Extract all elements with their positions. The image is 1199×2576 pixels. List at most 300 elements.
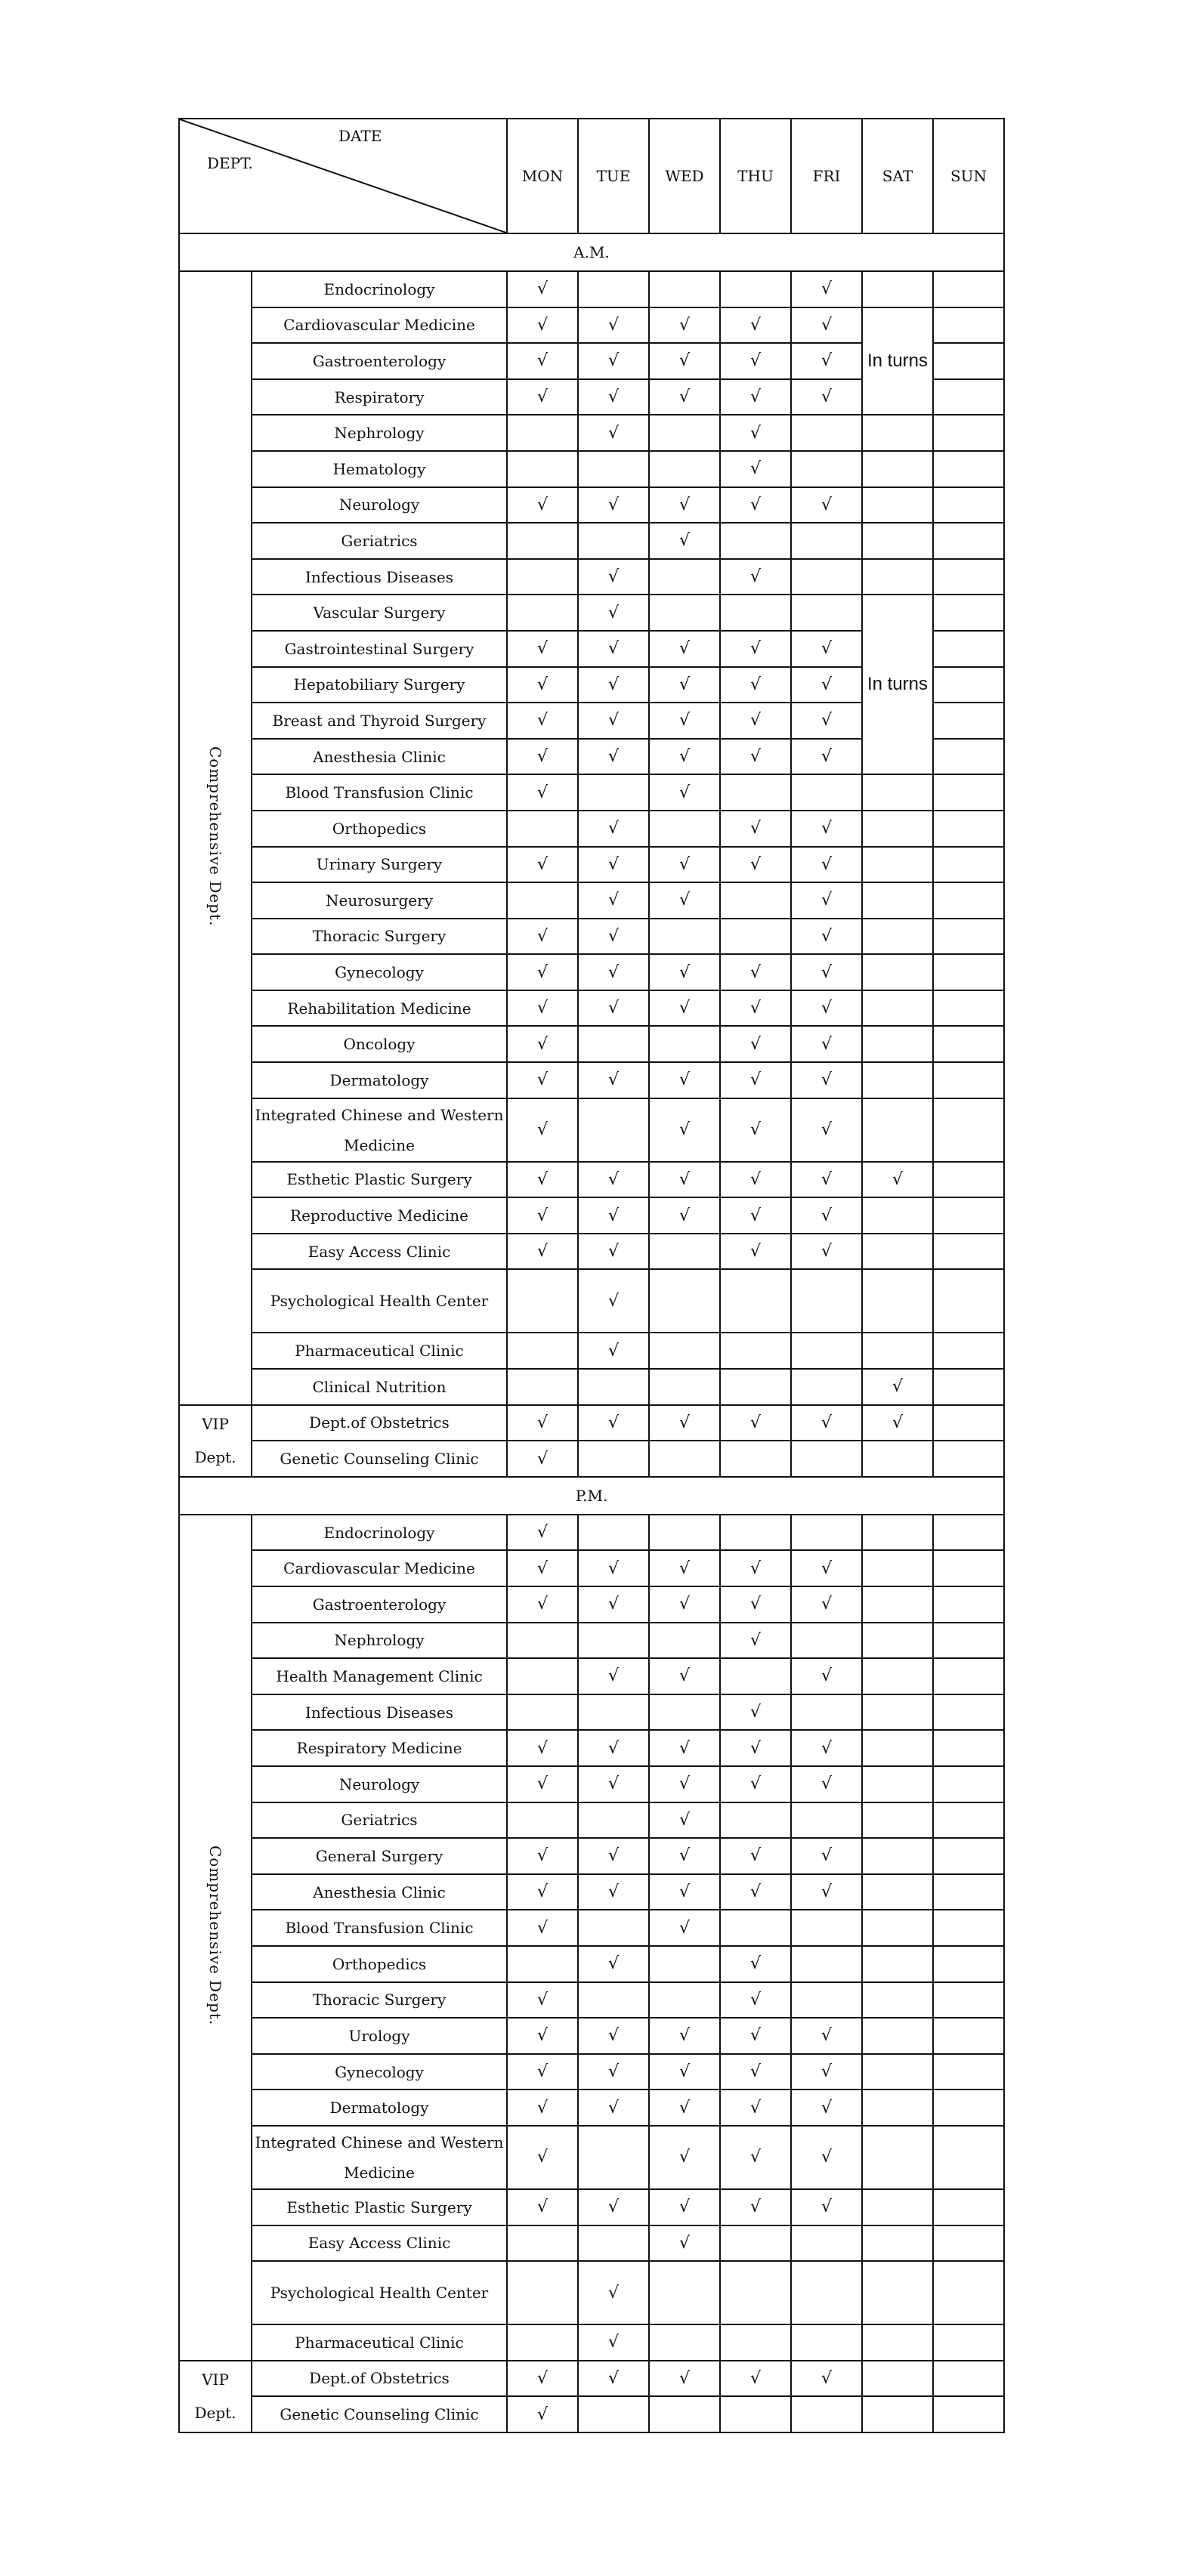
- day-cell-sat: [862, 559, 933, 595]
- day-cell-thu: [720, 2090, 791, 2126]
- dept-name-integrated-chinese-and-western-medicine: Integrated Chinese and Western Medicine: [252, 1098, 507, 1162]
- day-cell-sat: [862, 1062, 933, 1098]
- check-mark: √: [536, 1558, 549, 1578]
- day-cell-sun: [933, 631, 1004, 667]
- check-mark: √: [820, 711, 833, 730]
- day-cell-mon: [507, 1623, 578, 1659]
- table-row: [179, 1098, 1004, 1162]
- check-mark: √: [536, 675, 549, 694]
- day-cell-tue: [578, 523, 649, 559]
- dept-name-nephrology: Nephrology: [252, 1623, 507, 1659]
- comprehensive-dept-group-label: [179, 271, 252, 1405]
- table-row: [179, 1162, 1004, 1198]
- day-cell-mon: [507, 1441, 578, 1477]
- day-cell-mon: [507, 882, 578, 919]
- day-cell-sat: [862, 990, 933, 1027]
- day-cell-thu: [720, 343, 791, 379]
- day-cell-mon: [507, 1369, 578, 1405]
- check-mark: √: [678, 854, 691, 874]
- group-label-text: Comprehensive Dept.: [206, 1846, 224, 2026]
- day-cell-sun: [933, 882, 1004, 919]
- check-mark: √: [607, 423, 620, 443]
- day-cell-sat: [862, 1550, 933, 1586]
- day-cell-wed: [649, 631, 720, 667]
- check-mark: √: [536, 2148, 549, 2167]
- day-cell-wed: [649, 919, 720, 955]
- day-cell-sun: [933, 774, 1004, 811]
- day-cell-sat: [862, 1369, 933, 1405]
- check-mark: √: [820, 854, 833, 874]
- day-cell-tue: [578, 451, 649, 487]
- day-cell-fri: [791, 1098, 862, 1162]
- day-cell-wed: [649, 1658, 720, 1694]
- day-cell-mon: [507, 487, 578, 524]
- table-row: [179, 559, 1004, 595]
- day-cell-wed: [649, 1062, 720, 1098]
- day-cell-sat: [862, 811, 933, 847]
- day-cell-thu: [720, 847, 791, 883]
- day-cell-mon: [507, 271, 578, 307]
- dept-name-clinical-nutrition: Clinical Nutrition: [252, 1369, 507, 1405]
- day-cell-wed: [649, 1441, 720, 1477]
- check-mark: √: [749, 423, 762, 443]
- day-cell-wed: [649, 1623, 720, 1659]
- day-cell-tue: [578, 2261, 649, 2324]
- dept-name-endocrinology: Endocrinology: [252, 1515, 507, 1551]
- day-cell-fri: [791, 811, 862, 847]
- day-cell-wed: [649, 1515, 720, 1551]
- day-header-thu: THU: [720, 119, 791, 233]
- day-cell-fri: [791, 2090, 862, 2126]
- day-cell-fri: [791, 559, 862, 595]
- day-cell-fri: [791, 703, 862, 739]
- check-mark: √: [749, 1630, 762, 1650]
- check-mark: √: [820, 351, 833, 371]
- day-cell-fri: [791, 1515, 862, 1551]
- dept-name-psychological-health-center: Psychological Health Center: [252, 2261, 507, 2324]
- day-cell-tue: [578, 703, 649, 739]
- day-cell-thu: [720, 1946, 791, 1982]
- day-cell-fri: [791, 1162, 862, 1198]
- day-cell-tue: [578, 1694, 649, 1731]
- check-mark: √: [749, 962, 762, 982]
- day-cell-thu: [720, 2189, 791, 2225]
- date-dept-corner-cell: [179, 119, 507, 233]
- day-cell-mon: [507, 2054, 578, 2090]
- day-cell-sun: [933, 559, 1004, 595]
- check-mark: √: [820, 280, 833, 299]
- check-mark: √: [607, 1242, 620, 1262]
- day-cell-fri: [791, 847, 862, 883]
- day-cell-fri: [791, 1062, 862, 1098]
- day-cell-sat: [862, 882, 933, 919]
- check-mark: √: [678, 999, 691, 1018]
- day-cell-thu: [720, 631, 791, 667]
- check-mark: √: [678, 2198, 691, 2217]
- day-cell-sat: [862, 2126, 933, 2189]
- table-row: [179, 1369, 1004, 1405]
- dept-name-respiratory-medicine: Respiratory Medicine: [252, 1730, 507, 1766]
- day-cell-thu: [720, 1730, 791, 1766]
- day-cell-wed: [649, 703, 720, 739]
- day-cell-sun: [933, 1910, 1004, 1946]
- table-row: [179, 487, 1004, 524]
- check-mark: √: [820, 1070, 833, 1090]
- day-cell-sun: [933, 1802, 1004, 1839]
- day-cell-fri: [791, 2361, 862, 2397]
- day-cell-sat: [862, 1694, 933, 1731]
- check-mark: √: [892, 1413, 904, 1432]
- check-mark: √: [749, 1169, 762, 1189]
- check-mark: √: [678, 711, 691, 730]
- day-cell-mon: [507, 1333, 578, 1369]
- dept-name-genetic-counseling-clinic: Genetic Counseling Clinic: [252, 1441, 507, 1477]
- day-cell-sun: [933, 343, 1004, 379]
- day-cell-fri: [791, 307, 862, 344]
- check-mark: √: [678, 1558, 691, 1578]
- day-cell-tue: [578, 1910, 649, 1946]
- day-cell-wed: [649, 1550, 720, 1586]
- day-cell-mon: [507, 667, 578, 703]
- check-mark: √: [536, 854, 549, 874]
- check-mark: √: [749, 315, 762, 335]
- check-mark: √: [536, 1883, 549, 1902]
- day-cell-wed: [649, 2396, 720, 2432]
- day-cell-fri: [791, 1623, 862, 1659]
- day-cell-thu: [720, 667, 791, 703]
- day-cell-tue: [578, 2225, 649, 2262]
- day-cell-sat: [862, 1197, 933, 1234]
- check-mark: √: [820, 388, 833, 407]
- check-mark: √: [678, 2148, 691, 2167]
- day-cell-thu: [720, 1515, 791, 1551]
- day-cell-tue: [578, 2018, 649, 2054]
- check-mark: √: [536, 388, 549, 407]
- day-cell-fri: [791, 954, 862, 990]
- day-cell-thu: [720, 1269, 791, 1333]
- day-cell-sat: [862, 2361, 933, 2397]
- day-cell-sun: [933, 1550, 1004, 1586]
- check-mark: √: [749, 1990, 762, 2009]
- day-cell-thu: [720, 1405, 791, 1441]
- day-cell-mon: [507, 1982, 578, 2018]
- day-cell-tue: [578, 1369, 649, 1405]
- day-cell-sat: [862, 2261, 933, 2324]
- check-mark: √: [892, 1377, 904, 1397]
- day-cell-sun: [933, 990, 1004, 1027]
- day-cell-mon: [507, 343, 578, 379]
- dept-name-gynecology: Gynecology: [252, 954, 507, 990]
- check-mark: √: [820, 1558, 833, 1578]
- day-cell-sat: [862, 1234, 933, 1270]
- table-row: [179, 451, 1004, 487]
- day-cell-fri: [791, 2324, 862, 2361]
- day-cell-sun: [933, 1405, 1004, 1441]
- day-cell-wed: [649, 1098, 720, 1162]
- check-mark: √: [749, 675, 762, 694]
- day-cell-mon: [507, 451, 578, 487]
- day-cell-sun: [933, 2361, 1004, 2397]
- dept-name-health-management-clinic: Health Management Clinic: [252, 1658, 507, 1694]
- day-cell-mon: [507, 2396, 578, 2432]
- day-cell-sat: [862, 1269, 933, 1333]
- day-cell-sat: [862, 1162, 933, 1198]
- check-mark: √: [749, 1242, 762, 1262]
- day-cell-sun: [933, 415, 1004, 451]
- day-cell-tue: [578, 1550, 649, 1586]
- day-cell-wed: [649, 1874, 720, 1910]
- check-mark: √: [607, 711, 620, 730]
- vip-dept-group-label: [179, 1405, 252, 1477]
- day-cell-sat: [862, 1026, 933, 1062]
- day-cell-tue: [578, 1162, 649, 1198]
- day-cell-fri: [791, 379, 862, 415]
- check-mark: √: [678, 1413, 691, 1432]
- day-cell-thu: [720, 2324, 791, 2361]
- check-mark: √: [749, 1120, 762, 1140]
- dept-name-anesthesia-clinic: Anesthesia Clinic: [252, 1874, 507, 1910]
- table-row: [179, 1197, 1004, 1234]
- day-cell-fri: [791, 271, 862, 307]
- day-cell-tue: [578, 954, 649, 990]
- day-cell-mon: [507, 1802, 578, 1839]
- check-mark: √: [749, 2098, 762, 2117]
- check-mark: √: [749, 639, 762, 659]
- check-mark: √: [536, 280, 549, 299]
- day-cell-tue: [578, 1766, 649, 1802]
- check-mark: √: [678, 1774, 691, 1794]
- table-row: [179, 415, 1004, 451]
- day-cell-wed: [649, 2361, 720, 2397]
- section-title: P.M.: [179, 1477, 1004, 1515]
- day-cell-tue: [578, 2090, 649, 2126]
- day-cell-sun: [933, 2396, 1004, 2432]
- day-cell-sat: [862, 1982, 933, 2018]
- day-cell-sat: [862, 1910, 933, 1946]
- dept-name-reproductive-medicine: Reproductive Medicine: [252, 1197, 507, 1234]
- day-cell-mon: [507, 2189, 578, 2225]
- day-cell-tue: [578, 2324, 649, 2361]
- check-mark: √: [678, 1666, 691, 1686]
- day-cell-thu: [720, 1441, 791, 1477]
- day-cell-sat: [862, 2225, 933, 2262]
- day-cell-wed: [649, 1162, 720, 1198]
- check-mark: √: [607, 1846, 620, 1866]
- day-cell-fri: [791, 1838, 862, 1874]
- dept-name-neurology: Neurology: [252, 1766, 507, 1802]
- day-cell-mon: [507, 1405, 578, 1441]
- day-cell-mon: [507, 2261, 578, 2324]
- dept-name-dept-of-obstetrics: Dept.of Obstetrics: [252, 2361, 507, 2397]
- day-cell-thu: [720, 739, 791, 775]
- table-row: [179, 2261, 1004, 2324]
- day-cell-sun: [933, 2225, 1004, 2262]
- table-row: [179, 1623, 1004, 1659]
- check-mark: √: [536, 2405, 549, 2424]
- check-mark: √: [820, 999, 833, 1018]
- check-mark: √: [749, 854, 762, 874]
- table-row: [179, 1062, 1004, 1098]
- day-cell-mon: [507, 1766, 578, 1802]
- check-mark: √: [536, 962, 549, 982]
- dept-name-gastrointestinal-surgery: Gastrointestinal Surgery: [252, 631, 507, 667]
- table-row: [179, 1946, 1004, 1982]
- check-mark: √: [749, 1703, 762, 1722]
- dept-name-orthopedics: Orthopedics: [252, 1946, 507, 1982]
- day-cell-wed: [649, 1369, 720, 1405]
- day-cell-wed: [649, 2054, 720, 2090]
- day-cell-fri: [791, 1405, 862, 1441]
- day-cell-sun: [933, 954, 1004, 990]
- day-header-sat: SAT: [862, 119, 933, 233]
- table-row: [179, 1333, 1004, 1369]
- day-cell-wed: [649, 343, 720, 379]
- check-mark: √: [536, 639, 549, 659]
- day-cell-fri: [791, 2054, 862, 2090]
- day-cell-thu: [720, 1766, 791, 1802]
- day-cell-sun: [933, 487, 1004, 524]
- day-cell-wed: [649, 271, 720, 307]
- check-mark: √: [820, 2368, 833, 2388]
- day-cell-fri: [791, 1802, 862, 1839]
- day-cell-wed: [649, 847, 720, 883]
- day-cell-sat: [862, 2018, 933, 2054]
- day-cell-wed: [649, 1197, 720, 1234]
- day-cell-sun: [933, 307, 1004, 344]
- check-mark: √: [607, 2098, 620, 2117]
- day-cell-thu: [720, 2261, 791, 2324]
- day-cell-sun: [933, 1946, 1004, 1982]
- day-cell-thu: [720, 271, 791, 307]
- day-cell-fri: [791, 1026, 862, 1062]
- table-row: [179, 990, 1004, 1027]
- day-cell-tue: [578, 1982, 649, 2018]
- day-cell-mon: [507, 1234, 578, 1270]
- day-cell-thu: [720, 1874, 791, 1910]
- check-mark: √: [820, 1883, 833, 1902]
- day-cell-wed: [649, 1766, 720, 1802]
- day-cell-wed: [649, 1730, 720, 1766]
- day-cell-sat: [862, 271, 933, 307]
- check-mark: √: [678, 891, 691, 910]
- day-cell-sun: [933, 1623, 1004, 1659]
- check-mark: √: [820, 891, 833, 910]
- day-cell-mon: [507, 774, 578, 811]
- dept-name-gastroenterology: Gastroenterology: [252, 1586, 507, 1623]
- comprehensive-dept-group-label: [179, 1515, 252, 2361]
- day-cell-fri: [791, 1946, 862, 1982]
- table-row: [179, 1550, 1004, 1586]
- day-cell-mon: [507, 1062, 578, 1098]
- check-mark: √: [678, 1169, 691, 1189]
- check-mark: √: [536, 1774, 549, 1794]
- table-row: [179, 1730, 1004, 1766]
- day-cell-tue: [578, 1658, 649, 1694]
- check-mark: √: [749, 567, 762, 587]
- day-header-sun: SUN: [933, 119, 1004, 233]
- dept-name-gastroenterology: Gastroenterology: [252, 343, 507, 379]
- table-row: [179, 2361, 1004, 2397]
- check-mark: √: [678, 1738, 691, 1758]
- check-mark: √: [749, 388, 762, 407]
- day-cell-tue: [578, 1098, 649, 1162]
- day-cell-tue: [578, 774, 649, 811]
- day-cell-sun: [933, 811, 1004, 847]
- check-mark: √: [749, 2368, 762, 2388]
- check-mark: √: [820, 1595, 833, 1614]
- day-cell-thu: [720, 2126, 791, 2189]
- check-mark: √: [536, 1413, 549, 1432]
- day-cell-sat: [862, 415, 933, 451]
- day-cell-thu: [720, 307, 791, 344]
- check-mark: √: [536, 926, 549, 946]
- day-cell-thu: [720, 703, 791, 739]
- day-cell-wed: [649, 595, 720, 631]
- check-mark: √: [607, 388, 620, 407]
- section-title: A.M.: [179, 233, 1004, 271]
- day-cell-wed: [649, 1910, 720, 1946]
- dept-name-urinary-surgery: Urinary Surgery: [252, 847, 507, 883]
- check-mark: √: [607, 1169, 620, 1189]
- check-mark: √: [820, 926, 833, 946]
- day-cell-tue: [578, 1586, 649, 1623]
- day-cell-sat: [862, 1623, 933, 1659]
- dept-name-blood-transfusion-clinic: Blood Transfusion Clinic: [252, 774, 507, 811]
- check-mark: √: [678, 2098, 691, 2117]
- check-mark: √: [749, 1846, 762, 1866]
- check-mark: √: [536, 783, 549, 802]
- day-cell-tue: [578, 811, 649, 847]
- check-mark: √: [607, 639, 620, 659]
- day-cell-thu: [720, 1550, 791, 1586]
- day-cell-tue: [578, 739, 649, 775]
- check-mark: √: [678, 639, 691, 659]
- day-cell-thu: [720, 2054, 791, 2090]
- dept-name-gynecology: Gynecology: [252, 2054, 507, 2090]
- day-header-fri: FRI: [791, 119, 862, 233]
- check-mark: √: [607, 351, 620, 371]
- dept-name-hematology: Hematology: [252, 451, 507, 487]
- day-cell-mon: [507, 1910, 578, 1946]
- day-cell-thu: [720, 954, 791, 990]
- day-cell-thu: [720, 451, 791, 487]
- check-mark: √: [678, 1595, 691, 1614]
- day-cell-thu: [720, 1838, 791, 1874]
- check-mark: √: [536, 1918, 549, 1938]
- check-mark: √: [678, 1120, 691, 1140]
- check-mark: √: [536, 1523, 549, 1543]
- day-cell-sat: [862, 2324, 933, 2361]
- day-cell-sun: [933, 271, 1004, 307]
- day-cell-mon: [507, 2225, 578, 2262]
- dept-name-hepatobiliary-surgery: Hepatobiliary Surgery: [252, 667, 507, 703]
- check-mark: √: [749, 2026, 762, 2046]
- check-mark: √: [749, 711, 762, 730]
- day-cell-mon: [507, 415, 578, 451]
- day-cell-tue: [578, 882, 649, 919]
- check-mark: √: [749, 1738, 762, 1758]
- check-mark: √: [536, 2062, 549, 2082]
- day-cell-wed: [649, 1838, 720, 1874]
- day-cell-wed: [649, 1269, 720, 1333]
- day-cell-sun: [933, 523, 1004, 559]
- day-cell-wed: [649, 559, 720, 595]
- day-cell-thu: [720, 1694, 791, 1731]
- table-row: [179, 2126, 1004, 2189]
- check-mark: √: [678, 783, 691, 802]
- day-cell-fri: [791, 774, 862, 811]
- check-mark: √: [820, 315, 833, 335]
